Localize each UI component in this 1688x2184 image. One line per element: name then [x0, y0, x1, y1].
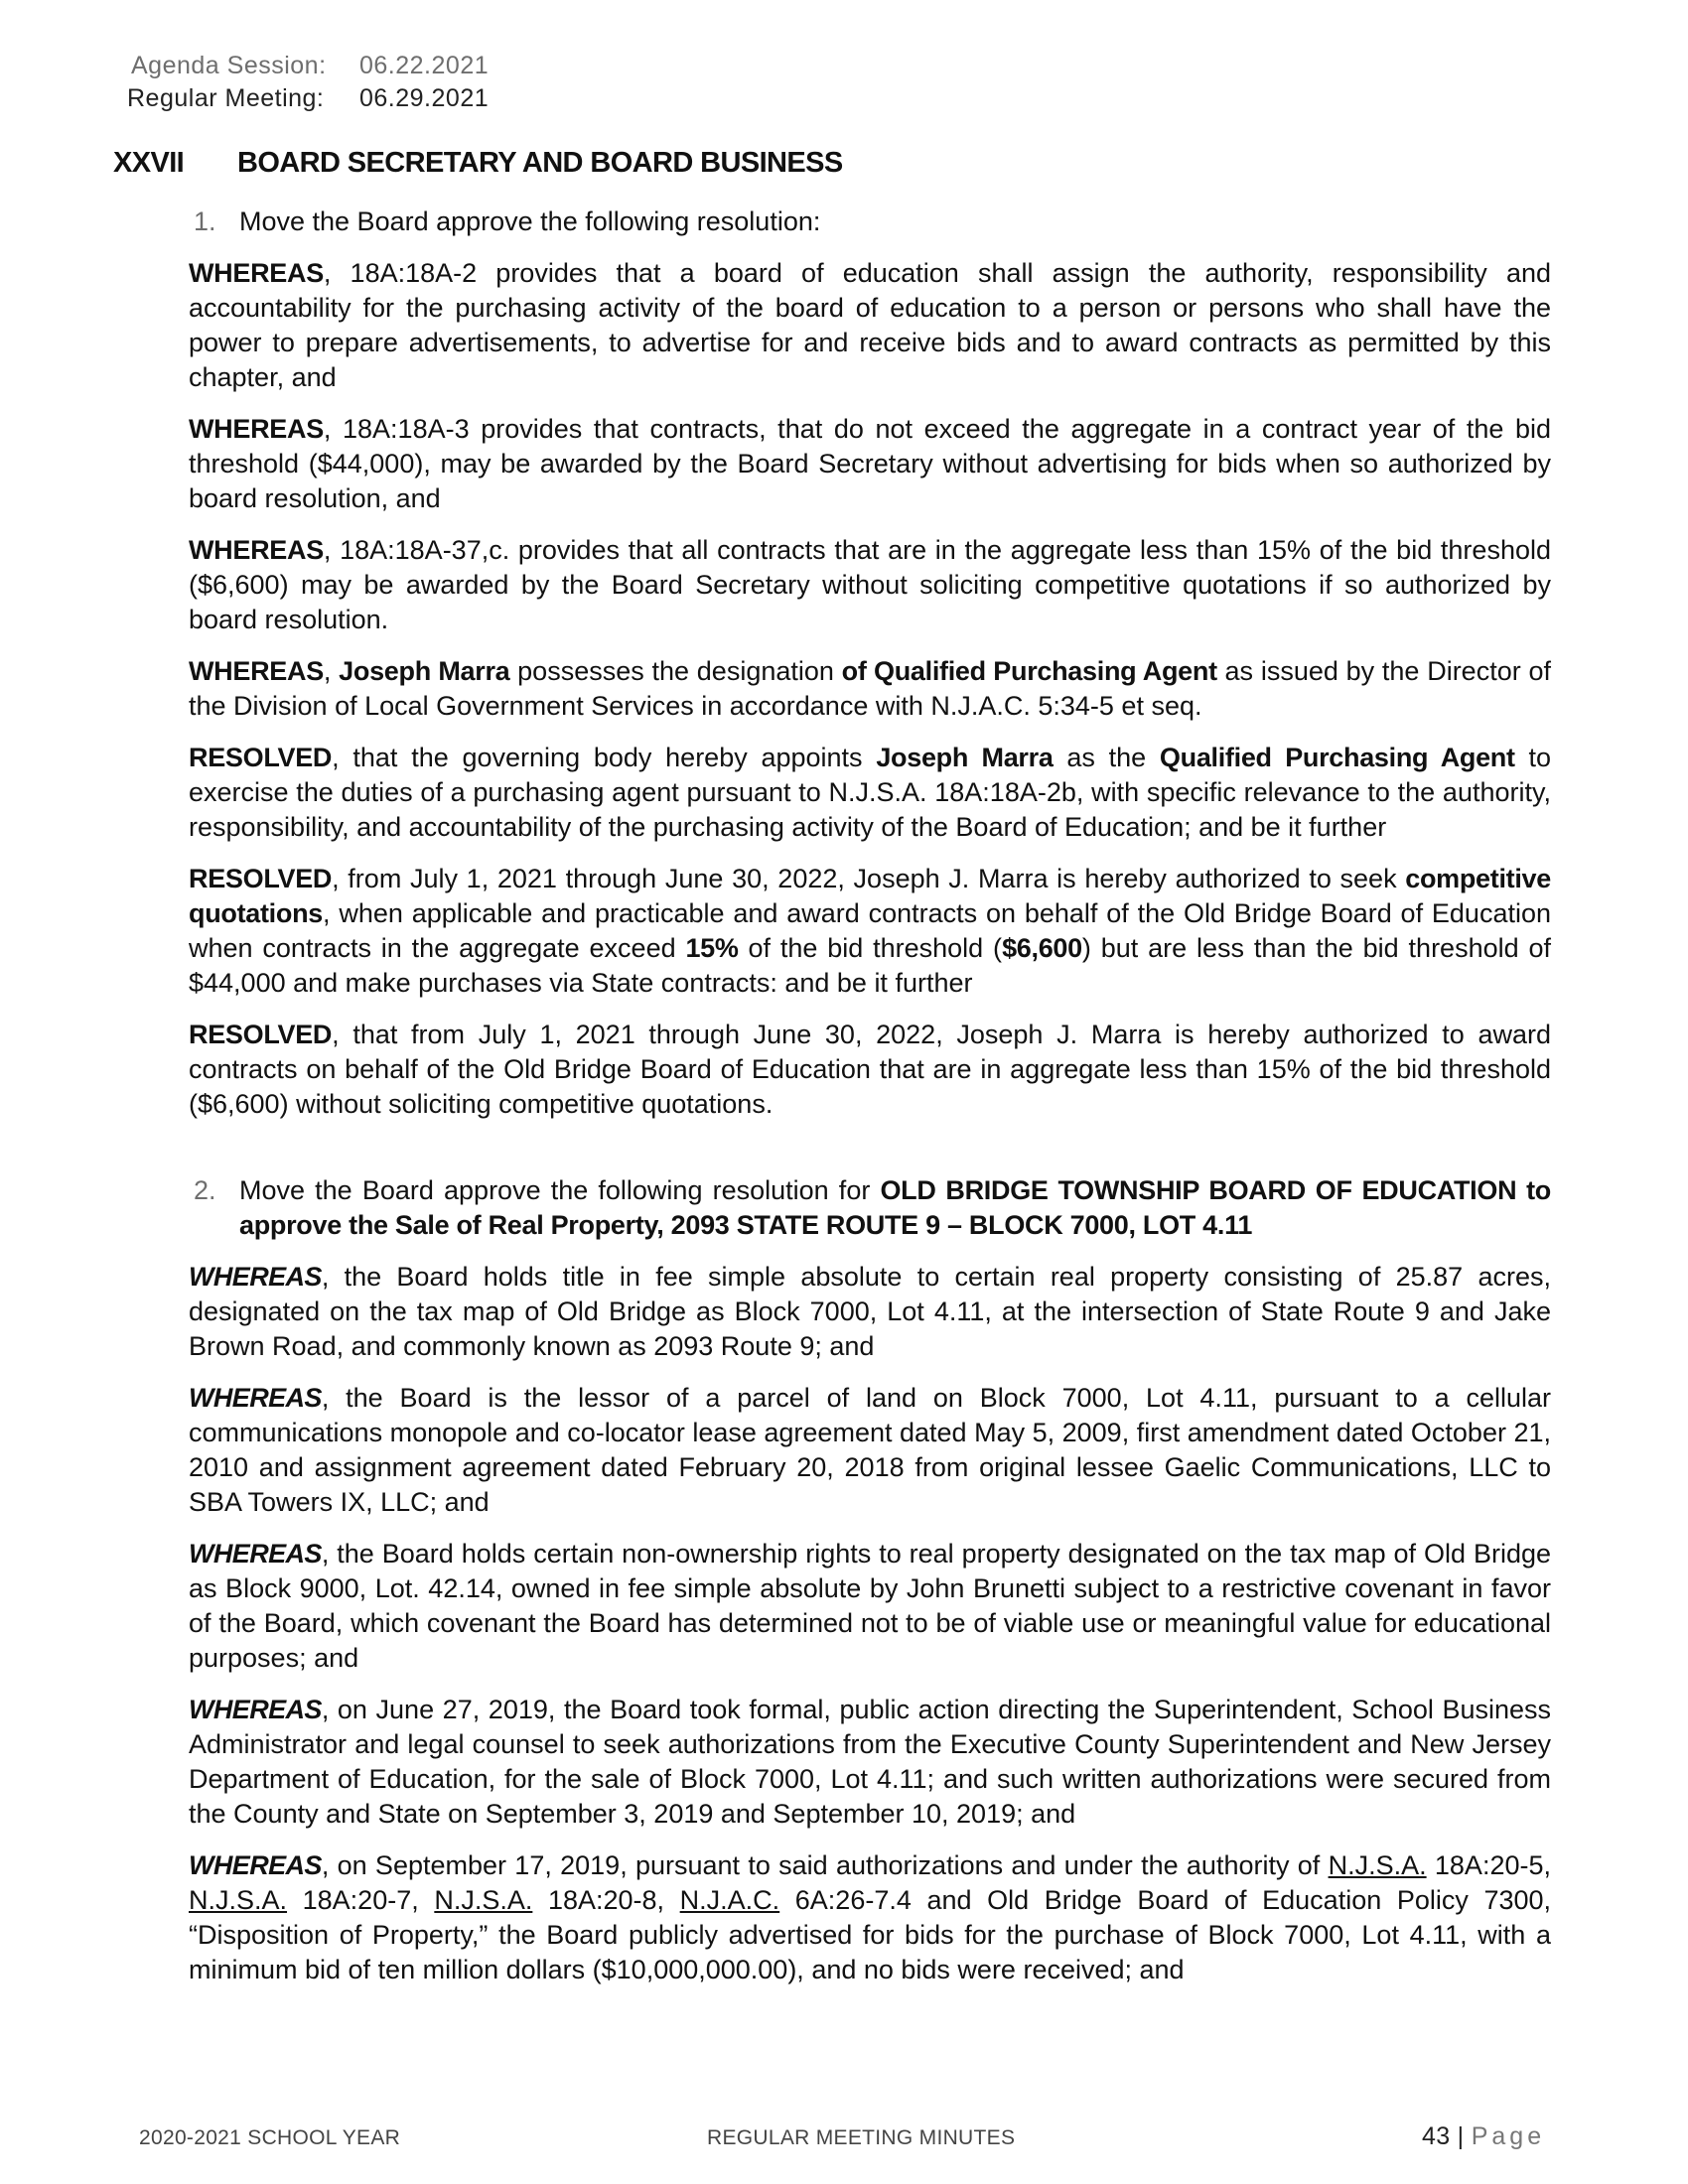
bold-term: 15%: [685, 933, 739, 963]
para-text: , 18A:18A-3 provides that contracts, that do not exceed the aggregate in a contract year of the bid threshold ($44,000), may be awarded by the Board Secretary without advertising for bids when so authorized by board resolution, and: [189, 414, 1551, 513]
para-text: ) but are less than the bid threshold of $44,000 and make purchases via State contracts: and be it further: [189, 933, 1551, 998]
para-text: , that from July 1, 2021 through June 30, 2022, Joseph J. Marra is hereby authorized to award contracts on behalf of the Old Bridge Board of Education that are in aggregate less than 15% of the bid threshold ($6,600) without soliciting competitive quotations.: [189, 1020, 1551, 1119]
agenda-session-line: [127, 50, 489, 82]
agent-designation: Qualified Purchasing Agent: [1159, 743, 1515, 772]
item-1-number: 1.: [194, 206, 216, 236]
footer-document-title: REGULAR MEETING MINUTES: [707, 2126, 1016, 2149]
para-text: , 18A:18A-37,c. provides that all contracts that are in the aggregate less than 15% of the bid threshold ($6,600) may be awarded by the Board Secretary without soliciting competitive quotations if so authorized by board resolution.: [189, 535, 1551, 634]
item-2-whereas-3: [189, 1537, 1551, 1676]
item-1-heading: [189, 205, 1551, 239]
para-text: of the bid threshold (: [738, 933, 1003, 963]
para-lead: WHEREAS: [189, 656, 324, 686]
para-text: , the Board holds title in fee simple absolute to certain real property consisting of 25.87 acres, designated on the tax map of Old Bridge as Block 7000, Lot 4.11, at the intersection of State Route 9 and Jake Brown Road, and commonly known as 2093 Route 9; and: [189, 1262, 1551, 1361]
para-lead: WHEREAS: [189, 535, 324, 565]
code-citation: N.J.A.C.: [679, 1885, 780, 1915]
bold-term: $6,600: [1002, 933, 1082, 963]
regular-meeting-line: [127, 82, 489, 115]
para-lead: WHEREAS: [189, 1695, 322, 1724]
para-text: , that the governing body hereby appoints: [332, 743, 877, 772]
para-text: Move the Board approve the following resolution for: [239, 1175, 881, 1205]
section-title: BOARD SECRETARY AND BOARD BUSINESS: [237, 147, 843, 179]
agent-designation: of Qualified Purchasing Agent: [841, 656, 1217, 686]
para-lead: WHEREAS: [189, 258, 324, 288]
para-lead: WHEREAS: [189, 1539, 322, 1569]
para-text: to exercise the duties of a purchasing agent pursuant to N.J.S.A. 18A:18A-2b, with specific relevance to the authority, responsibility, and accountability of the purchasing activity of the Board of Education; and be it further: [189, 743, 1551, 842]
para-lead: RESOLVED: [189, 864, 333, 893]
document-header: [127, 50, 489, 115]
bold-term: competitive quotations: [189, 864, 1551, 928]
regular-meeting-date: 06.29.2021: [359, 84, 490, 112]
page-separator: |: [1450, 2122, 1472, 2150]
para-lead: RESOLVED: [189, 1020, 333, 1049]
para-text: , 18A:18A-2 provides that a board of education shall assign the authority, responsibility and accountability for the purchasing activity of the board of education to a person or persons who shall have the power to prepare advertisements, to advertise for and receive bids and to award contracts as permitted by this chapter, and: [189, 258, 1551, 392]
item-2-heading: [189, 1173, 1551, 1243]
item-2-intro: [239, 1173, 1551, 1243]
para-text: 18A:20-8,: [532, 1885, 680, 1915]
para-text: 6A:26-7.4 and Old Bridge Board of Education Policy 7300, “Disposition of Property,” the Board publicly advertised for bids for the purchase of Block 7000, Lot 4.11, with a minimum bid of ten million dollars ($10,000,000.00), and no bids were received; and: [189, 1885, 1552, 1984]
item-2-whereas-2: [189, 1381, 1551, 1520]
item-2-whereas-4: [189, 1693, 1551, 1832]
para-text: , the Board holds certain non-ownership rights to real property designated on the tax map of Old Bridge as Block 9000, Lot. 42.14, owned in fee simple absolute by John Brunetti subject to a restrictive covenant in favor of the Board, which covenant the Board has determined not to be of viable use or meaningful value for educational purposes; and: [189, 1539, 1551, 1673]
para-lead: RESOLVED: [189, 743, 333, 772]
item-1-whereas-2: [189, 412, 1551, 516]
para-text: 18A:20-5,: [1426, 1850, 1551, 1880]
page-number: 43: [1422, 2122, 1451, 2150]
item-1-whereas-3: [189, 533, 1551, 637]
item-1-resolved-3: [189, 1018, 1551, 1122]
footer-school-year: 2020-2021 SCHOOL YEAR: [139, 2126, 401, 2149]
statute-citation: N.J.S.A.: [1328, 1850, 1427, 1880]
item-1-intro: Move the Board approve the following resolution:: [239, 206, 821, 236]
para-text: , when applicable and practicable and award contracts on behalf of the Old Bridge Board of Education when contracts in the aggregate exceed: [189, 898, 1551, 963]
para-text: 18A:20-7,: [287, 1885, 435, 1915]
page-word: Page: [1471, 2122, 1546, 2150]
para-lead: WHEREAS: [189, 1383, 322, 1413]
para-lead: WHEREAS: [189, 1850, 322, 1880]
para-lead: WHEREAS: [189, 414, 324, 444]
section-number: XXVII: [113, 147, 185, 179]
item-1-whereas-1: [189, 256, 1551, 395]
item-1-whereas-4: [189, 654, 1551, 724]
para-text: , on September 17, 2019, pursuant to said authorizations and under the authority of: [321, 1850, 1329, 1880]
para-text: , on June 27, 2019, the Board took formal, public action directing the Superintendent, School Business Administrator and legal counsel to seek authorizations from the Executive County Superintendent and New Jersey Department of Education, for the sale of Block 7000, Lot 4.11; and such written authorizations were secured from the County and State on September 3, 2019 and September 10, 2019; and: [189, 1695, 1551, 1829]
agent-name: Joseph Marra: [339, 656, 510, 686]
para-text: as issued by the Director of the Division of Local Government Services in accordance with N.J.A.C. 5:34-5 et seq.: [189, 656, 1551, 721]
item-2-whereas-1: [189, 1260, 1551, 1364]
para-lead: WHEREAS: [189, 1262, 322, 1292]
agenda-session-date: 06.22.2021: [359, 52, 490, 79]
para-text: ,: [323, 656, 340, 686]
item-2-title: OLD BRIDGE TOWNSHIP BOARD OF EDUCATION to approve the Sale of Real Property, 2093 STATE ROUTE 9 – BLOCK 7000, LOT 4.11: [239, 1175, 1551, 1240]
para-text: as the: [1053, 743, 1160, 772]
para-text: , the Board is the lessor of a parcel of land on Block 7000, Lot 4.11, pursuant to a cellular communications monopole and co-locator lease agreement dated May 5, 2009, first amendment dated October 21, 2010 and assignment agreement dated February 20, 2018 from original lessee Gaelic Communications, LLC to SBA Towers IX, LLC; and: [189, 1383, 1551, 1517]
para-text: , from July 1, 2021 through June 30, 2022, Joseph J. Marra is hereby authorized to seek: [332, 864, 1406, 893]
item-2-number: 2.: [194, 1175, 216, 1205]
section-heading: [113, 147, 843, 180]
document-body: [189, 205, 1551, 1987]
para-text: possesses the designation: [509, 656, 842, 686]
statute-citation: N.J.S.A.: [434, 1885, 533, 1915]
agenda-session-label: Agenda Session:: [131, 52, 327, 79]
item-1-resolved-1: [189, 741, 1551, 845]
footer-page-number: [1422, 2122, 1545, 2151]
statute-citation: N.J.S.A.: [189, 1885, 288, 1915]
item-1-resolved-2: [189, 862, 1551, 1001]
item-2-whereas-5: [189, 1848, 1551, 1987]
agent-name: Joseph Marra: [876, 743, 1054, 772]
regular-meeting-label: Regular Meeting:: [127, 84, 325, 112]
